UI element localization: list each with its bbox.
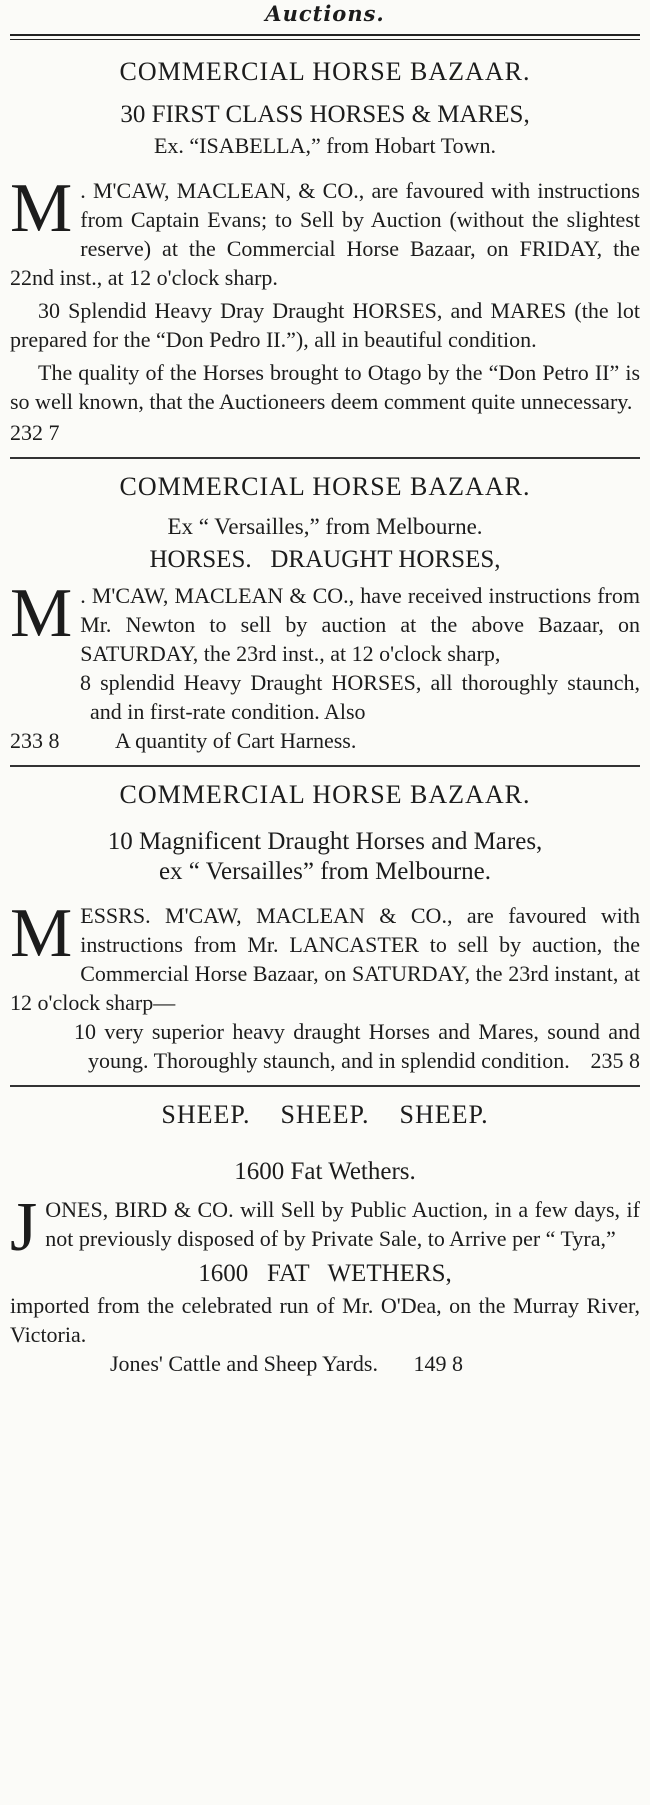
header-rule xyxy=(10,34,640,40)
drop-cap: M xyxy=(10,170,73,247)
ad-heading: COMMERCIAL HORSE BAZAAR. xyxy=(119,780,531,809)
ad-paragraph: ESSRS. M'CAW, MACLEAN & CO., are favoured with instructions from Mr. LANCASTER to sell by auction, the Commercial Horse Bazaar, on SATURDAY, the 23rd instant, at 12 o'clock sharp— xyxy=(10,903,640,1015)
ad-also-text: A quantity of Cart Harness. xyxy=(115,728,357,753)
ad-heading: COMMERCIAL HORSE BAZAAR. xyxy=(119,57,531,86)
ad-divider xyxy=(10,765,640,767)
ad-paragraph: 10 very superior heavy draught Horses and Mares, sound and young. Thoroughly staunch, and in splendid condition. xyxy=(74,1019,640,1073)
ad-footer-row xyxy=(10,1349,640,1378)
ad-isabella xyxy=(10,54,640,447)
ad-versailles-lancaster xyxy=(10,777,640,1075)
drop-cap: J xyxy=(10,1189,38,1266)
drop-cap: M xyxy=(10,575,73,652)
ad-paragraph: 8 splendid Heavy Draught HORSES, all thoroughly staunch, and in first-rate condition. Also xyxy=(80,670,640,724)
newspaper-page xyxy=(10,0,640,1378)
ad-paragraph: The quality of the Horses brought to Otago by the “Don Petro II” is so well known, that the Auctioneers deem comment quite unnecessary. xyxy=(10,360,640,414)
ad-reference: 235 8 xyxy=(590,1048,640,1073)
ad-subheading: 1600 FAT WETHERS, xyxy=(198,1260,452,1287)
ad-sheep xyxy=(10,1097,640,1378)
ad-subline: Ex “ Versailles,” from Melbourne. xyxy=(167,514,483,539)
ad-paragraph: ONES, BIRD & CO. will Sell by Public Auction, in a few days, if not previously disposed of by Private Sale, to Arrive per “ Tyra,” xyxy=(45,1197,640,1251)
ad-subline: Ex. “ISABELLA,” from Hobart Town. xyxy=(153,133,497,158)
ad-divider xyxy=(10,1085,640,1087)
ad-reference: 233 8 xyxy=(10,728,60,753)
ad-subline: 10 Magnificent Draught Horses and Mares, xyxy=(107,828,543,855)
ad-heading: SHEEP. SHEEP. SHEEP. xyxy=(161,1100,489,1129)
section-title: Auctions. xyxy=(265,2,385,26)
ad-reference-row xyxy=(10,726,640,755)
ad-place: Jones' Cattle and Sheep Yards. xyxy=(110,1351,378,1376)
ad-paragraph: imported from the celebrated run of Mr. O'Dea, on the Murray River, Victoria. xyxy=(10,1293,640,1347)
ad-subheading: 30 FIRST CLASS HORSES & MARES, xyxy=(120,101,530,128)
ad-divider xyxy=(10,457,640,459)
ad-reference: 149 8 xyxy=(413,1351,463,1376)
ad-paragraph: . M'CAW, MACLEAN & CO., have received instructions from Mr. Newton to sell by auction at the above Bazaar, on SATURDAY, the 23rd inst., at 12 o'clock sharp, xyxy=(80,583,640,666)
ad-paragraph: . M'CAW, MACLEAN, & CO., are favoured with instructions from Captain Evans; to Sell by Auction (without the slightest reserve) at the Commercial Horse Bazaar, on FRIDAY, the 22nd inst., at 12 o'clock sharp. xyxy=(10,178,640,290)
ad-paragraph: 30 Splendid Heavy Dray Draught HORSES, and MARES (the lot prepared for the “Don Pedro II.”), all in beautiful condition. xyxy=(10,298,640,352)
ad-heading: COMMERCIAL HORSE BAZAAR. xyxy=(119,472,531,501)
drop-cap: M xyxy=(10,895,73,972)
ad-subline: 1600 Fat Wethers. xyxy=(234,1158,416,1185)
ad-subline: ex “ Versailles” from Melbourne. xyxy=(158,858,492,885)
ad-versailles-newton xyxy=(10,469,640,755)
ad-reference: 232 7 xyxy=(10,420,60,445)
ad-subheading: HORSES. DRAUGHT HORSES, xyxy=(149,546,501,573)
